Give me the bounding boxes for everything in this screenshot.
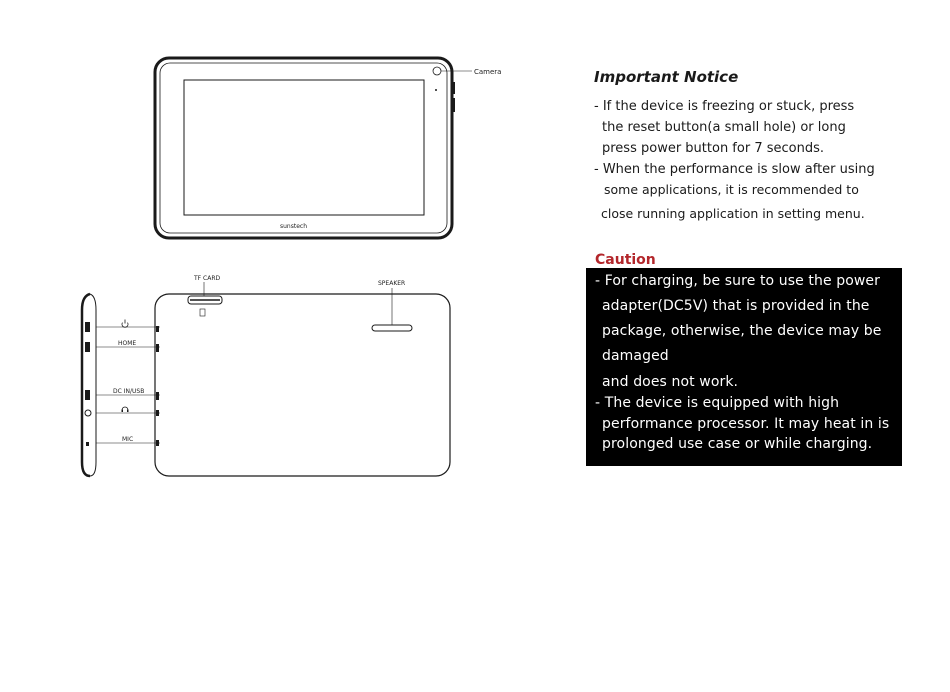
speaker-grille (372, 325, 412, 331)
side-button (452, 98, 455, 112)
notice-line: the reset button(a small hole) or long (602, 120, 846, 135)
power-icon (122, 320, 128, 328)
caution-title: Caution (595, 252, 656, 268)
tablet-front-view (155, 58, 501, 238)
caution-line: - The device is equipped with high (595, 395, 840, 411)
caution-box (586, 268, 902, 466)
tablet-back-view (155, 275, 450, 476)
brand-logo: sunstech (280, 223, 308, 230)
notice-line: some applications, it is recommended to (604, 182, 859, 197)
dc-usb-label: DC IN/USB (113, 388, 145, 395)
tf-card-label: TF CARD (194, 275, 221, 282)
caution-line: - For charging, be sure to use the power (595, 273, 880, 289)
caution-line: prolonged use case or while charging. (602, 436, 873, 452)
notice-line: press power button for 7 seconds. (602, 141, 824, 156)
caution-line: damaged (602, 348, 669, 364)
headphone-icon (122, 407, 129, 412)
notice-line: close running application in setting menu. (601, 206, 865, 221)
caution-line: package, otherwise, the device may be (602, 323, 882, 339)
camera-label: Camera (474, 68, 502, 76)
side-button (452, 82, 455, 94)
caution-line: performance processor. It may heat in is (602, 416, 890, 432)
camera-lens (433, 67, 441, 75)
port-labels (96, 320, 160, 444)
tablet-side-view (82, 294, 96, 476)
mic-label: MIC (122, 436, 134, 443)
caution-line: adapter(DC5V) that is provided in the (602, 298, 870, 314)
notice-line: - If the device is freezing or stuck, press (594, 99, 855, 114)
notice-line: - When the performance is slow after using (594, 162, 875, 177)
speaker-label: SPEAKER (378, 280, 406, 287)
notice-title: Important Notice (594, 68, 739, 86)
caution-line: and does not work. (602, 374, 739, 390)
home-label: HOME (118, 340, 137, 347)
